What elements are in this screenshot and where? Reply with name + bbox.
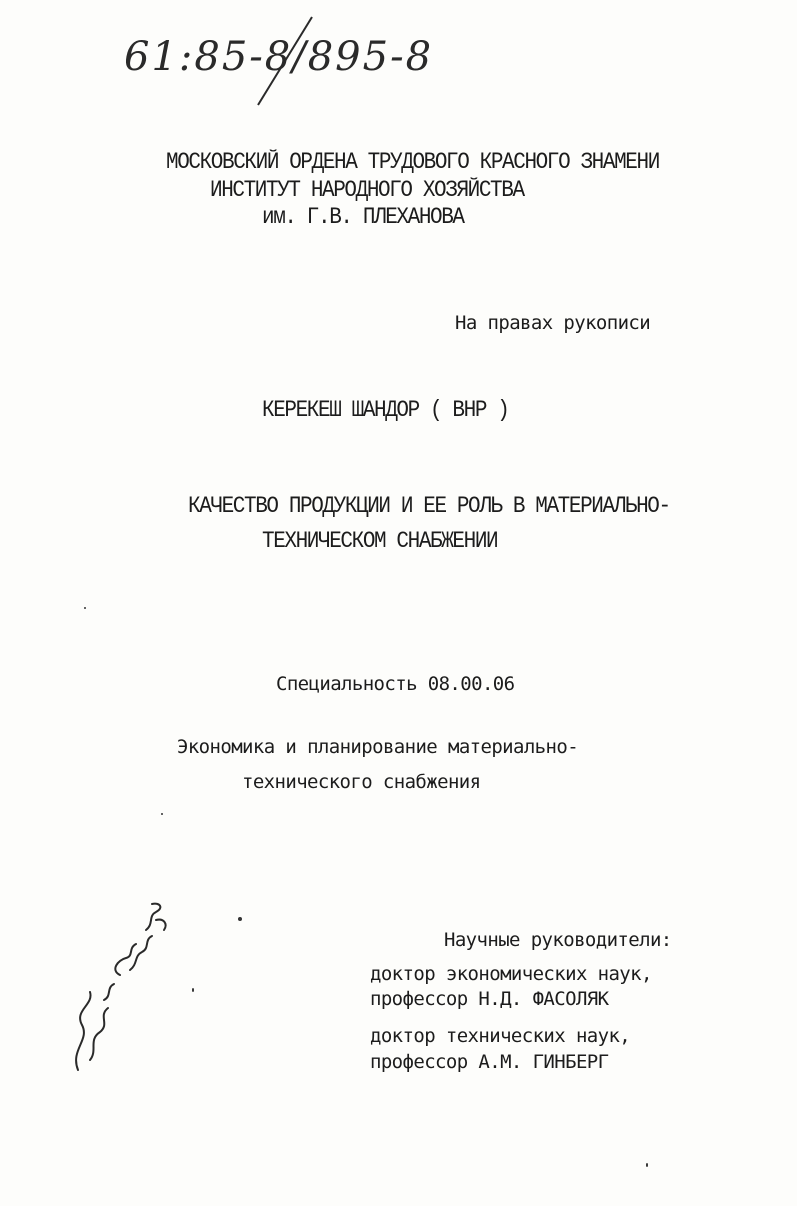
- scan-speck: [238, 917, 242, 921]
- scan-speck: [192, 988, 194, 992]
- supervisor-2-degree: доктор технических наук,: [370, 1025, 631, 1047]
- scan-speck: [646, 1163, 648, 1167]
- institution-line-1: МОСКОВСКИЙ ОРДЕНА ТРУДОВОГО КРАСНОГО ЗНАМЕНИ: [166, 150, 659, 176]
- supervisor-2-name: профессор А.М. ГИНБЕРГ: [370, 1051, 609, 1073]
- thesis-title-line-2: ТЕХНИЧЕСКОМ СНАБЖЕНИИ: [262, 529, 498, 555]
- specialty-code: Специальность 08.00.06: [276, 673, 515, 695]
- institution-line-3: им. Г.В. ПЛЕХАНОВА: [262, 205, 464, 231]
- author-name: КЕРЕКЕШ ШАНДОР ( ВНР ): [262, 398, 509, 424]
- archive-code-slash: [250, 15, 320, 110]
- specialty-name-line-1: Экономика и планирование материально-: [177, 736, 579, 758]
- handwritten-signature: [60, 900, 180, 1080]
- manuscript-note: На правах рукописи: [455, 312, 651, 334]
- thesis-title-line-1: КАЧЕСТВО ПРОДУКЦИИ И ЕЕ РОЛЬ В МАТЕРИАЛЬНО-: [188, 494, 670, 520]
- supervisor-1-degree: доктор экономических наук,: [370, 963, 652, 985]
- archive-code: 61:85-8/895-8: [124, 34, 434, 80]
- scan-speck: [84, 607, 86, 609]
- institution-line-2: ИНСТИТУТ НАРОДНОГО ХОЗЯЙСТВА: [210, 178, 524, 204]
- scan-speck: [161, 813, 163, 815]
- supervisor-1-name: профессор Н.Д. ФАСОЛЯК: [370, 988, 609, 1010]
- specialty-name-line-2: технического снабжения: [242, 771, 481, 793]
- supervisors-heading: Научные руководители:: [444, 929, 672, 951]
